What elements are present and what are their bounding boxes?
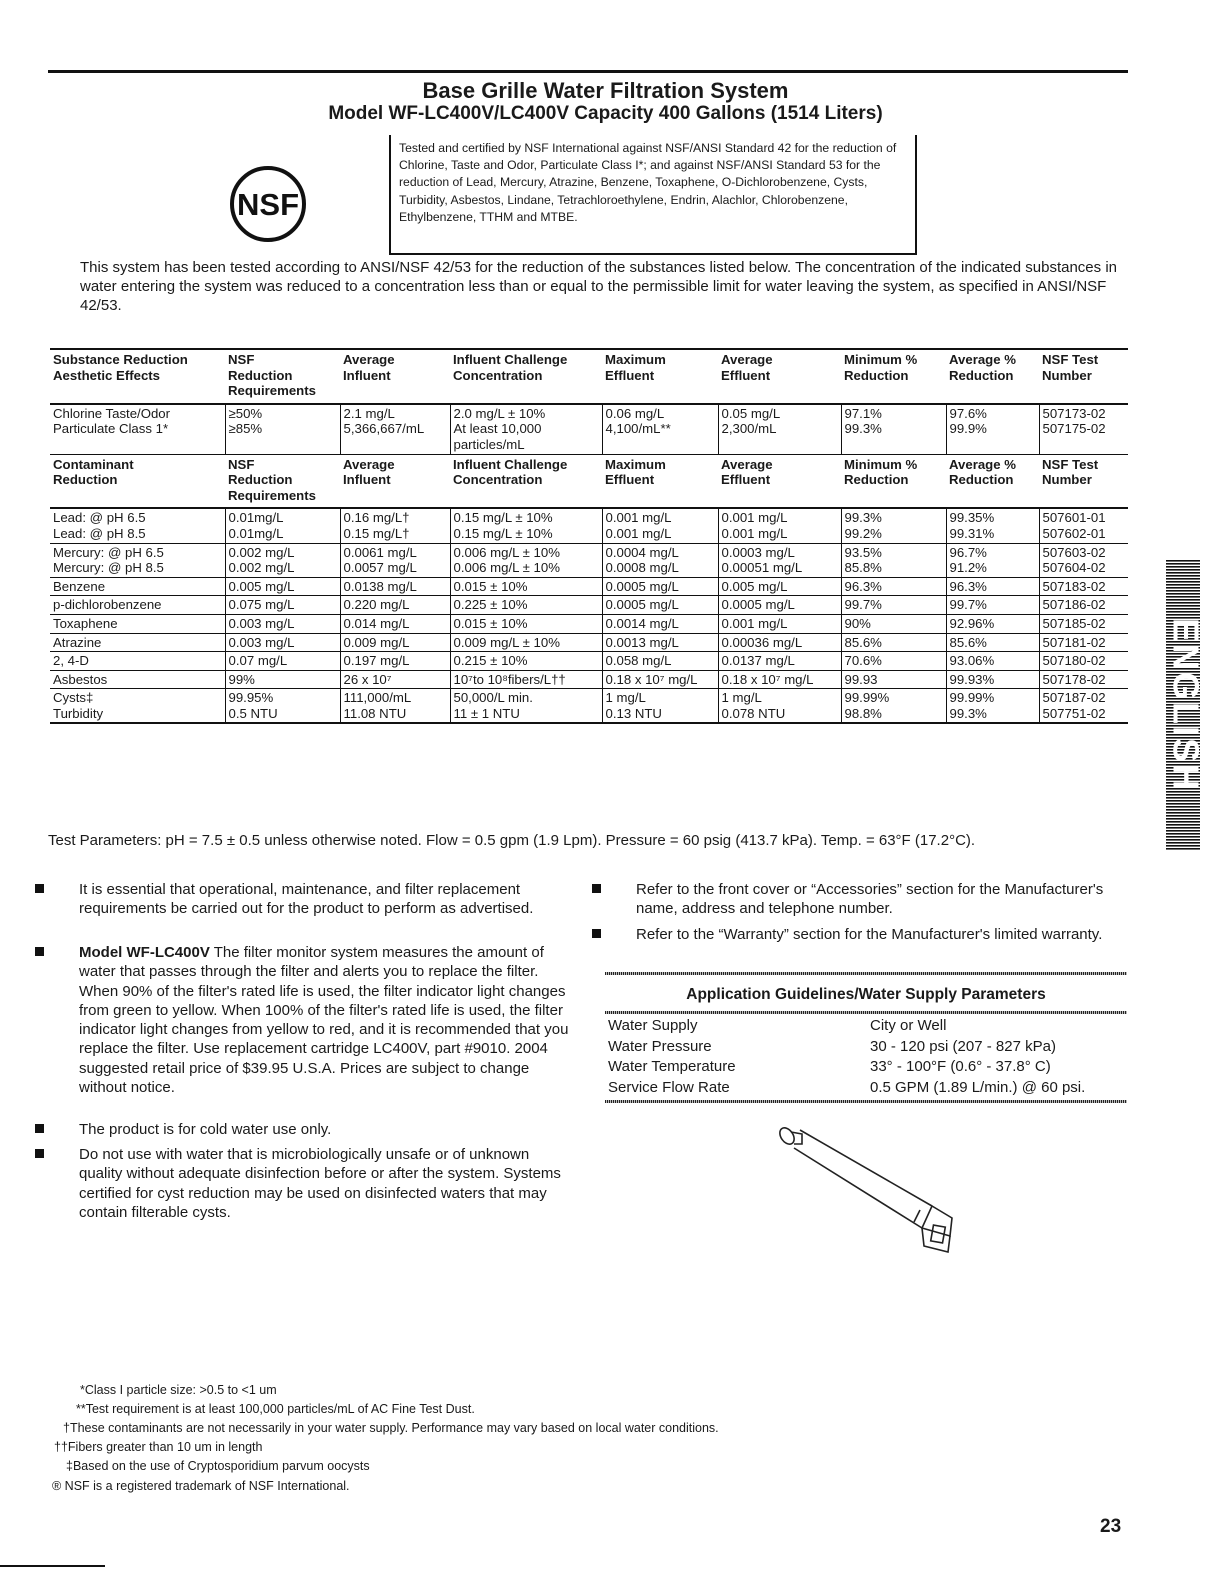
app-row	[608, 1057, 1128, 1078]
table-cell: 99%	[225, 670, 340, 689]
table-cell: 0.0004 mg/L 0.0008 mg/L	[602, 543, 718, 577]
table-cell: 0.01mg/L 0.01mg/L	[225, 508, 340, 543]
table-cell: 99.3% 99.2%	[841, 508, 946, 543]
bullet-bold: Model WF-LC400V	[79, 944, 210, 961]
table-cell: 507180-02	[1042, 653, 1106, 669]
english-side-tab	[1165, 560, 1207, 850]
table-row	[50, 404, 1128, 454]
app-key: Service Flow Rate	[608, 1078, 730, 1096]
table-cell: 507601-01 507602-01	[1042, 510, 1106, 541]
footnote: ® NSF is a registered trademark of NSF International.	[52, 1479, 350, 1493]
table-cell: 0.0137 mg/L	[718, 652, 841, 671]
table-cell: 0.0138 mg/L	[340, 577, 450, 596]
table-cell: 85.6%	[841, 633, 946, 652]
table-cell: 0.001 mg/L 0.001 mg/L	[718, 508, 841, 543]
table-header-cell: NSF Test Number	[1042, 456, 1099, 488]
app-key: Water Pressure	[608, 1037, 712, 1055]
table-header-cell: NSF Reduction Requirements	[228, 352, 316, 399]
table-cell: 2.1 mg/L 5,366,667/mL	[340, 404, 450, 454]
table-cell: Asbestos	[50, 670, 225, 689]
certification-box: Tested and certified by NSF International against NSF/ANSI Standard 42 for the reduction of Chlorine, Taste and Odor, Particulate Class I*; and against NSF/ANSI Standard 53 for the reduction of Lead, Mercury, Atrazine, Benzene, Toxaphene, O-Dichlorobenzene, Cysts, Turbidity, Asbestos, Lindane, Tetrachloroethylene, Endrin, Alachlor, Chlorobenzene, Ethylbenzene, TTHM and MTBE.	[389, 135, 917, 255]
table-cell: 10⁷to 10⁸fibers/L††	[450, 670, 602, 689]
table-cell: 93.5% 85.8%	[841, 543, 946, 577]
table-cell: 99.93	[841, 670, 946, 689]
app-rule-mid	[605, 1011, 1127, 1014]
footnote: *Class I particle size: >0.5 to <1 um	[80, 1383, 277, 1397]
table-cell: 0.0061 mg/L 0.0057 mg/L	[340, 543, 450, 577]
table-cell: 2.0 mg/L ± 10% At least 10,000 particles/mL	[450, 404, 602, 454]
table-row	[50, 577, 1128, 596]
reduction-table	[50, 348, 1128, 724]
table-cell: 507181-02	[1042, 634, 1106, 650]
app-value: 30 - 120 psi (207 - 827 kPa)	[870, 1037, 1056, 1055]
page-number: 23	[1100, 1516, 1122, 1537]
table-cell: 99.99% 98.8%	[841, 689, 946, 724]
table-header-cell: Average Influent	[343, 456, 395, 488]
bullet-text: Do not use with water that is microbiologically unsafe or of unknown quality without adequate disinfection before or after the system. Systems certified for cyst reduction may be used on disinfected waters that may contain filterable cysts.	[79, 1146, 561, 1221]
table-cell: 90%	[841, 614, 946, 633]
table-cell: 507603-02 507604-02	[1042, 544, 1106, 576]
table-cell: 99.99% 99.3%	[946, 689, 1039, 724]
table-cell: 0.225 ± 10%	[450, 596, 602, 615]
bullet-text: It is essential that operational, maintenance, and filter replacement requirements be carried out for the product to perform as advertised.	[79, 881, 534, 918]
page-subtitle: Model WF-LC400V/LC400V Capacity 400 Gallons (1514 Liters)	[328, 103, 883, 124]
table-header-cell: Average Influent	[343, 352, 395, 383]
bullet-square	[35, 947, 44, 956]
table-cell: 0.005 mg/L	[718, 577, 841, 596]
table-cell: 0.00036 mg/L	[718, 633, 841, 652]
table-cell: Lead: @ pH 6.5 Lead: @ pH 8.5	[50, 508, 225, 543]
table-cell: 0.18 x 10⁷ mg/L	[718, 670, 841, 689]
app-key: Water Temperature	[608, 1058, 736, 1075]
table-cell: 96.7% 91.2%	[946, 543, 1039, 577]
table-cell: 0.215 ± 10%	[450, 652, 602, 671]
table-header-cell: Influent Challenge Concentration	[453, 456, 568, 488]
table-cell: 0.006 mg/L ± 10% 0.006 mg/L ± 10%	[450, 543, 602, 577]
table-cell: 0.0014 mg/L	[602, 614, 718, 633]
table-cell: 96.3%	[841, 577, 946, 596]
table-header-cell: Maximum Effluent	[605, 456, 666, 488]
table-cell: 70.6%	[841, 652, 946, 671]
table-cell: 50,000/L min. 11 ± 1 NTU	[450, 689, 602, 724]
table-cell: 507187-02 507751-02	[1042, 690, 1106, 721]
app-guidelines-title: Application Guidelines/Water Supply Parameters	[686, 986, 1046, 1003]
app-row	[608, 1078, 1128, 1099]
table-header-cell: NSF Reduction Requirements	[228, 456, 316, 503]
test-parameters: Test Parameters: pH = 7.5 ± 0.5 unless otherwise noted. Flow = 0.5 gpm (1.9 Lpm). Pressure = 60 psig (413.7 kPa). Temp. = 63°F (17.2°C).	[48, 832, 976, 849]
table-cell: 99.93%	[946, 670, 1039, 689]
table-cell: 1 mg/L 0.13 NTU	[602, 689, 718, 724]
table-header-cell: Influent Challenge Concentration	[453, 352, 568, 383]
intro-paragraph: This system has been tested according to ANSI/NSF 42/53 for the reduction of the substances listed below. The concentration of the indicated substances in water entering the system was reduced to a concentration less than or equal to the permissible limit for water leaving the system, as specified in ANSI/NSF 42/53.	[80, 259, 1117, 314]
bullet-item	[79, 880, 564, 919]
app-value: City or Well	[870, 1017, 947, 1034]
table-cell: 85.6%	[946, 633, 1039, 652]
app-value: 33° - 100°F (0.6° - 37.8° C)	[870, 1058, 1051, 1075]
bottom-edge-line	[0, 1565, 105, 1567]
app-rule-bottom	[605, 1100, 1127, 1103]
table-cell: Cysts‡ Turbidity	[50, 689, 225, 724]
table-cell: 0.15 mg/L ± 10% 0.15 mg/L ± 10%	[450, 508, 602, 543]
table-cell: 97.1% 99.3%	[841, 404, 946, 454]
table-row	[50, 596, 1128, 615]
table-cell: 0.05 mg/L 2,300/mL	[718, 404, 841, 454]
table-cell: ≥50% ≥85%	[225, 404, 340, 454]
top-rule	[48, 70, 1128, 73]
bullet-square	[592, 884, 601, 893]
table-cell: 0.0005 mg/L	[718, 596, 841, 615]
bullet-square	[35, 884, 44, 893]
table-cell: 93.06%	[946, 652, 1039, 671]
table-cell: 0.005 mg/L	[225, 577, 340, 596]
table-header-cell: Average Effluent	[721, 352, 773, 383]
table-row	[50, 508, 1128, 543]
table-cell: 97.6% 99.9%	[946, 404, 1039, 454]
table-cell: 0.002 mg/L 0.002 mg/L	[225, 543, 340, 577]
bullet-square	[35, 1149, 44, 1158]
table-cell: 507178-02	[1042, 671, 1106, 687]
table-cell: 0.0013 mg/L	[602, 633, 718, 652]
table-cell: 0.003 mg/L	[225, 614, 340, 633]
page-title: Base Grille Water Filtration System	[422, 78, 789, 103]
nsf-logo	[226, 162, 310, 246]
table-cell: 92.96%	[946, 614, 1039, 633]
table-cell: 0.220 mg/L	[340, 596, 450, 615]
bullet-square	[592, 929, 601, 938]
table-cell: 0.015 ± 10%	[450, 614, 602, 633]
svg-text:NSF: NSF	[237, 187, 299, 222]
bullet-square	[35, 1124, 44, 1133]
table-cell: 99.7%	[841, 596, 946, 615]
table-header-cell: Average % Reduction	[949, 456, 1016, 488]
app-guidelines-table	[608, 1016, 1128, 1098]
bullet-item	[79, 943, 569, 1097]
table-cell: 0.0003 mg/L 0.00051 mg/L	[718, 543, 841, 577]
table-cell: 0.009 mg/L ± 10%	[450, 633, 602, 652]
table-row	[50, 689, 1128, 724]
table-cell: p-dichlorobenzene	[50, 596, 225, 615]
bullet-item	[636, 925, 1126, 944]
footnote: ††Fibers greater than 10 um in length	[54, 1440, 263, 1454]
table-cell: 0.06 mg/L 4,100/mL**	[602, 404, 718, 454]
bullet-item	[636, 880, 1126, 919]
table-row	[50, 543, 1128, 577]
table-cell: 99.7%	[946, 596, 1039, 615]
table-header-row	[50, 454, 1128, 508]
table-row	[50, 670, 1128, 689]
table-cell: 96.3%	[946, 577, 1039, 596]
table-cell: 0.075 mg/L	[225, 596, 340, 615]
table-cell: 507186-02	[1042, 597, 1106, 613]
footnote: **Test requirement is at least 100,000 particles/mL of AC Fine Test Dust.	[76, 1402, 475, 1416]
bullet-item	[79, 1145, 564, 1222]
table-header-row	[50, 349, 1128, 404]
bullet-text: Refer to the “Warranty” section for the Manufacturer's limited warranty.	[636, 926, 1103, 943]
table-header-cell: Substance Reduction Aesthetic Effects	[53, 352, 188, 383]
table-header-cell: Average Effluent	[721, 456, 773, 488]
table-cell: 0.003 mg/L	[225, 633, 340, 652]
table-cell: 26 x 10⁷	[340, 670, 450, 689]
table-cell: 0.014 mg/L	[340, 614, 450, 633]
filter-cartridge-illustration	[772, 1124, 962, 1254]
table-cell: 0.197 mg/L	[340, 652, 450, 671]
table-header-cell: Minimum % Reduction	[844, 456, 918, 488]
table-cell: 1 mg/L 0.078 NTU	[718, 689, 841, 724]
table-cell: 0.009 mg/L	[340, 633, 450, 652]
table-cell: 507183-02	[1042, 578, 1106, 594]
bullet-item	[79, 1120, 564, 1139]
table-row	[50, 633, 1128, 652]
app-rule-top	[605, 972, 1127, 975]
table-header-cell: Average % Reduction	[949, 352, 1016, 383]
table-row	[50, 614, 1128, 633]
table-cell: 99.35% 99.31%	[946, 508, 1039, 543]
table-header-cell: Maximum Effluent	[605, 352, 666, 383]
table-cell: 0.015 ± 10%	[450, 577, 602, 596]
table-header-cell: NSF Test Number	[1042, 352, 1099, 383]
table-cell: 111,000/mL 11.08 NTU	[340, 689, 450, 724]
table-cell: 507185-02	[1042, 615, 1106, 631]
bullet-text: The product is for cold water use only.	[79, 1121, 332, 1138]
table-cell: Mercury: @ pH 6.5 Mercury: @ pH 8.5	[50, 543, 225, 577]
svg-text:ENGLISH: ENGLISH	[1165, 617, 1207, 793]
table-cell: 2, 4-D	[50, 652, 225, 671]
table-row	[50, 652, 1128, 671]
app-key: Water Supply	[608, 1017, 698, 1034]
table-cell: 0.058 mg/L	[602, 652, 718, 671]
table-cell: 0.07 mg/L	[225, 652, 340, 671]
table-cell: 0.001 mg/L 0.001 mg/L	[602, 508, 718, 543]
bullet-text: Refer to the front cover or “Accessories” section for the Manufacturer's name, address and telephone number.	[636, 881, 1104, 918]
table-cell: 0.0005 mg/L	[602, 577, 718, 596]
table-cell: Toxaphene	[50, 614, 225, 633]
footnote: †These contaminants are not necessarily in your water supply. Performance may vary based on local water conditions.	[63, 1421, 719, 1435]
table-cell: Chlorine Taste/Odor Particulate Class 1*	[50, 404, 225, 454]
bullet-text: The filter monitor system measures the amount of water that passes through the filter and alerts you to replace the filter. When 90% of the filter's rated life is used, the filter indicator light changes from green to yellow. When 100% of the filter's rated life is used, the filter indicator light changes from yellow to red, and it is recommended that you replace the filter. Use replacement cartridge LC400V, part #9010. 2004 suggested retail price of $39.95 U.S.A. Prices are subject to change without notice.	[79, 944, 569, 1097]
table-cell: Benzene	[50, 577, 225, 596]
table-cell: 0.16 mg/L† 0.15 mg/L†	[340, 508, 450, 543]
table-cell: 0.18 x 10⁷ mg/L	[602, 670, 718, 689]
app-value: 0.5 GPM (1.89 L/min.) @ 60 psi.	[870, 1078, 1086, 1096]
table-cell: 0.001 mg/L	[718, 614, 841, 633]
table-header-cell: Contaminant Reduction	[53, 456, 134, 488]
table-cell: 99.95% 0.5 NTU	[225, 689, 340, 724]
footnote: ‡Based on the use of Cryptosporidium parvum oocysts	[66, 1459, 370, 1473]
table-cell: 0.0005 mg/L	[602, 596, 718, 615]
app-row	[608, 1037, 1128, 1058]
app-row	[608, 1016, 1128, 1037]
table-header-cell: Minimum % Reduction	[844, 352, 918, 383]
table-cell: 507173-02 507175-02	[1042, 405, 1106, 437]
table-cell: Atrazine	[50, 633, 225, 652]
